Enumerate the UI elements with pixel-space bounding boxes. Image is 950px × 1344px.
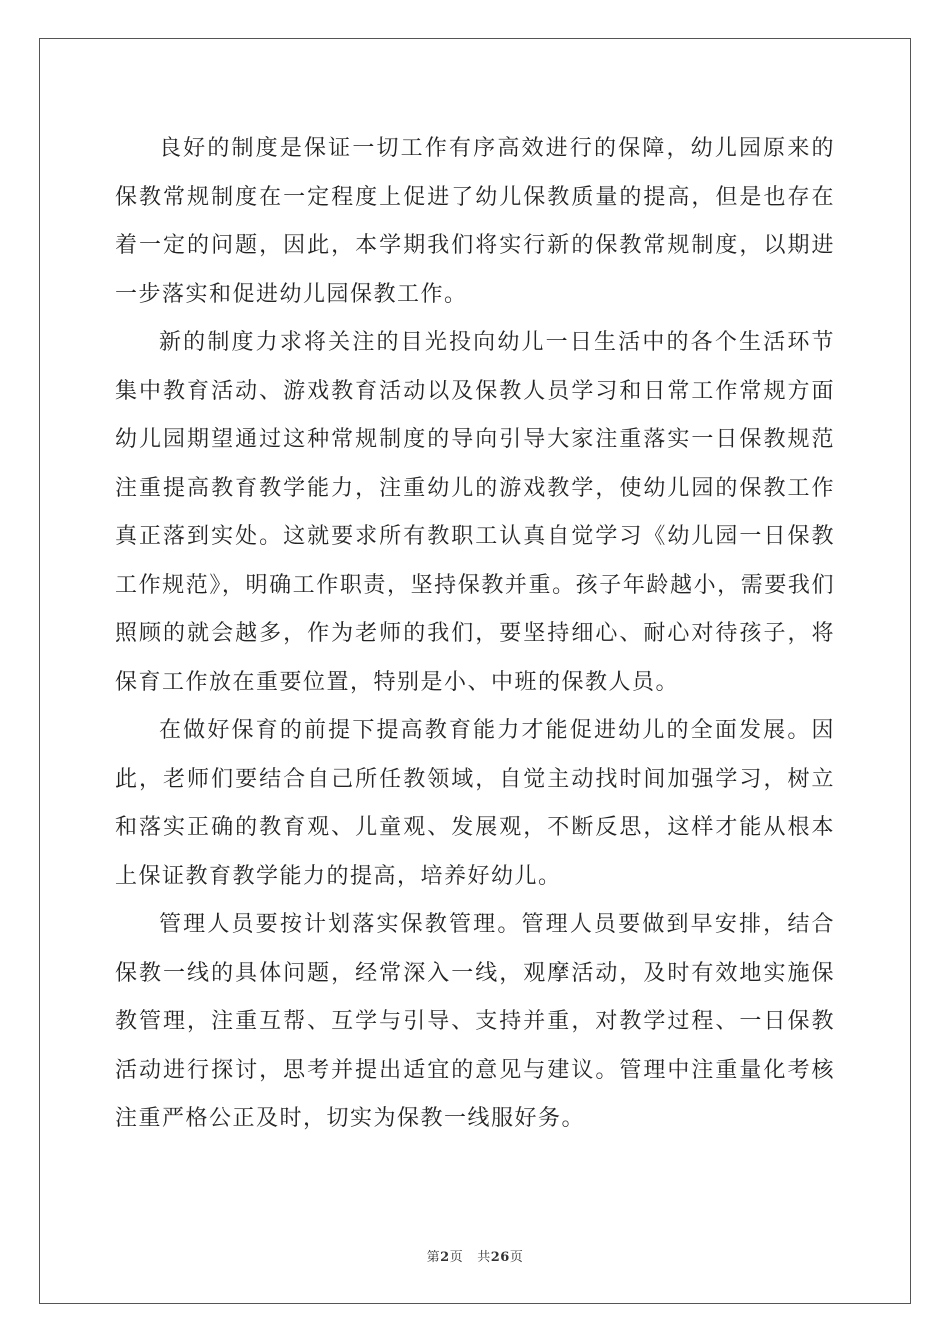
page-footer bbox=[0, 1246, 950, 1265]
total-prefix: 共 bbox=[477, 1250, 491, 1265]
page-suffix: 页 bbox=[449, 1250, 464, 1265]
total-suffix: 页 bbox=[509, 1250, 524, 1265]
paragraph: 在做好保育的前提下提高教育能力才能促进幼儿的全面发展。因此，老师们要结合自己所任教领域，自觉主动找时间加强学习，树立和落实正确的教育观、儿童观、发展观，不断反思，这样才能从根本上保证教育教学能力的提高，培养好幼儿。 bbox=[115, 718, 835, 889]
paragraph: 良好的制度是保证一切工作有序高效进行的保障，幼儿园原来的保教常规制度在一定程度上促进了幼儿保教质量的提高，但是也存在着一定的问题，因此，本学期我们将实行新的保教常规制度，以期进一步落实和促进幼儿园保教工作。 bbox=[115, 136, 835, 307]
document-body bbox=[115, 125, 835, 1144]
page-number: 2 bbox=[440, 1250, 450, 1265]
paragraph: 管理人员要按计划落实保教管理。管理人员要做到早安排，结合保教一线的具体问题，经常深入一线，观摩活动，及时有效地实施保教管理，注重互帮、互学与引导、支持并重，对教学过程、一日保教活动进行探讨，思考并提出适宜的意见与建议。管理中注重量化考核注重严格公正及时，切实为保教一线服好务。 bbox=[115, 912, 835, 1131]
page-prefix: 第 bbox=[426, 1250, 441, 1265]
page-total: 26 bbox=[490, 1250, 510, 1265]
paragraph: 新的制度力求将关注的目光投向幼儿一日生活中的各个生活环节集中教育活动、游戏教育活动以及保教人员学习和日常工作常规方面幼儿园期望通过这种常规制度的导向引导大家注重落实一日保教规范注重提高教育教学能力，注重幼儿的游戏教学，使幼儿园的保教工作真正落到实处。这就要求所有教职工认真自觉学习《幼儿园一日保教工作规范》，明确工作职责，坚持保教并重。孩子年龄越小，需要我们照顾的就会越多，作为老师的我们，要坚持细心、耐心对待孩子，将保育工作放在重要位置，特别是小、中班的保教人员。 bbox=[115, 330, 835, 695]
